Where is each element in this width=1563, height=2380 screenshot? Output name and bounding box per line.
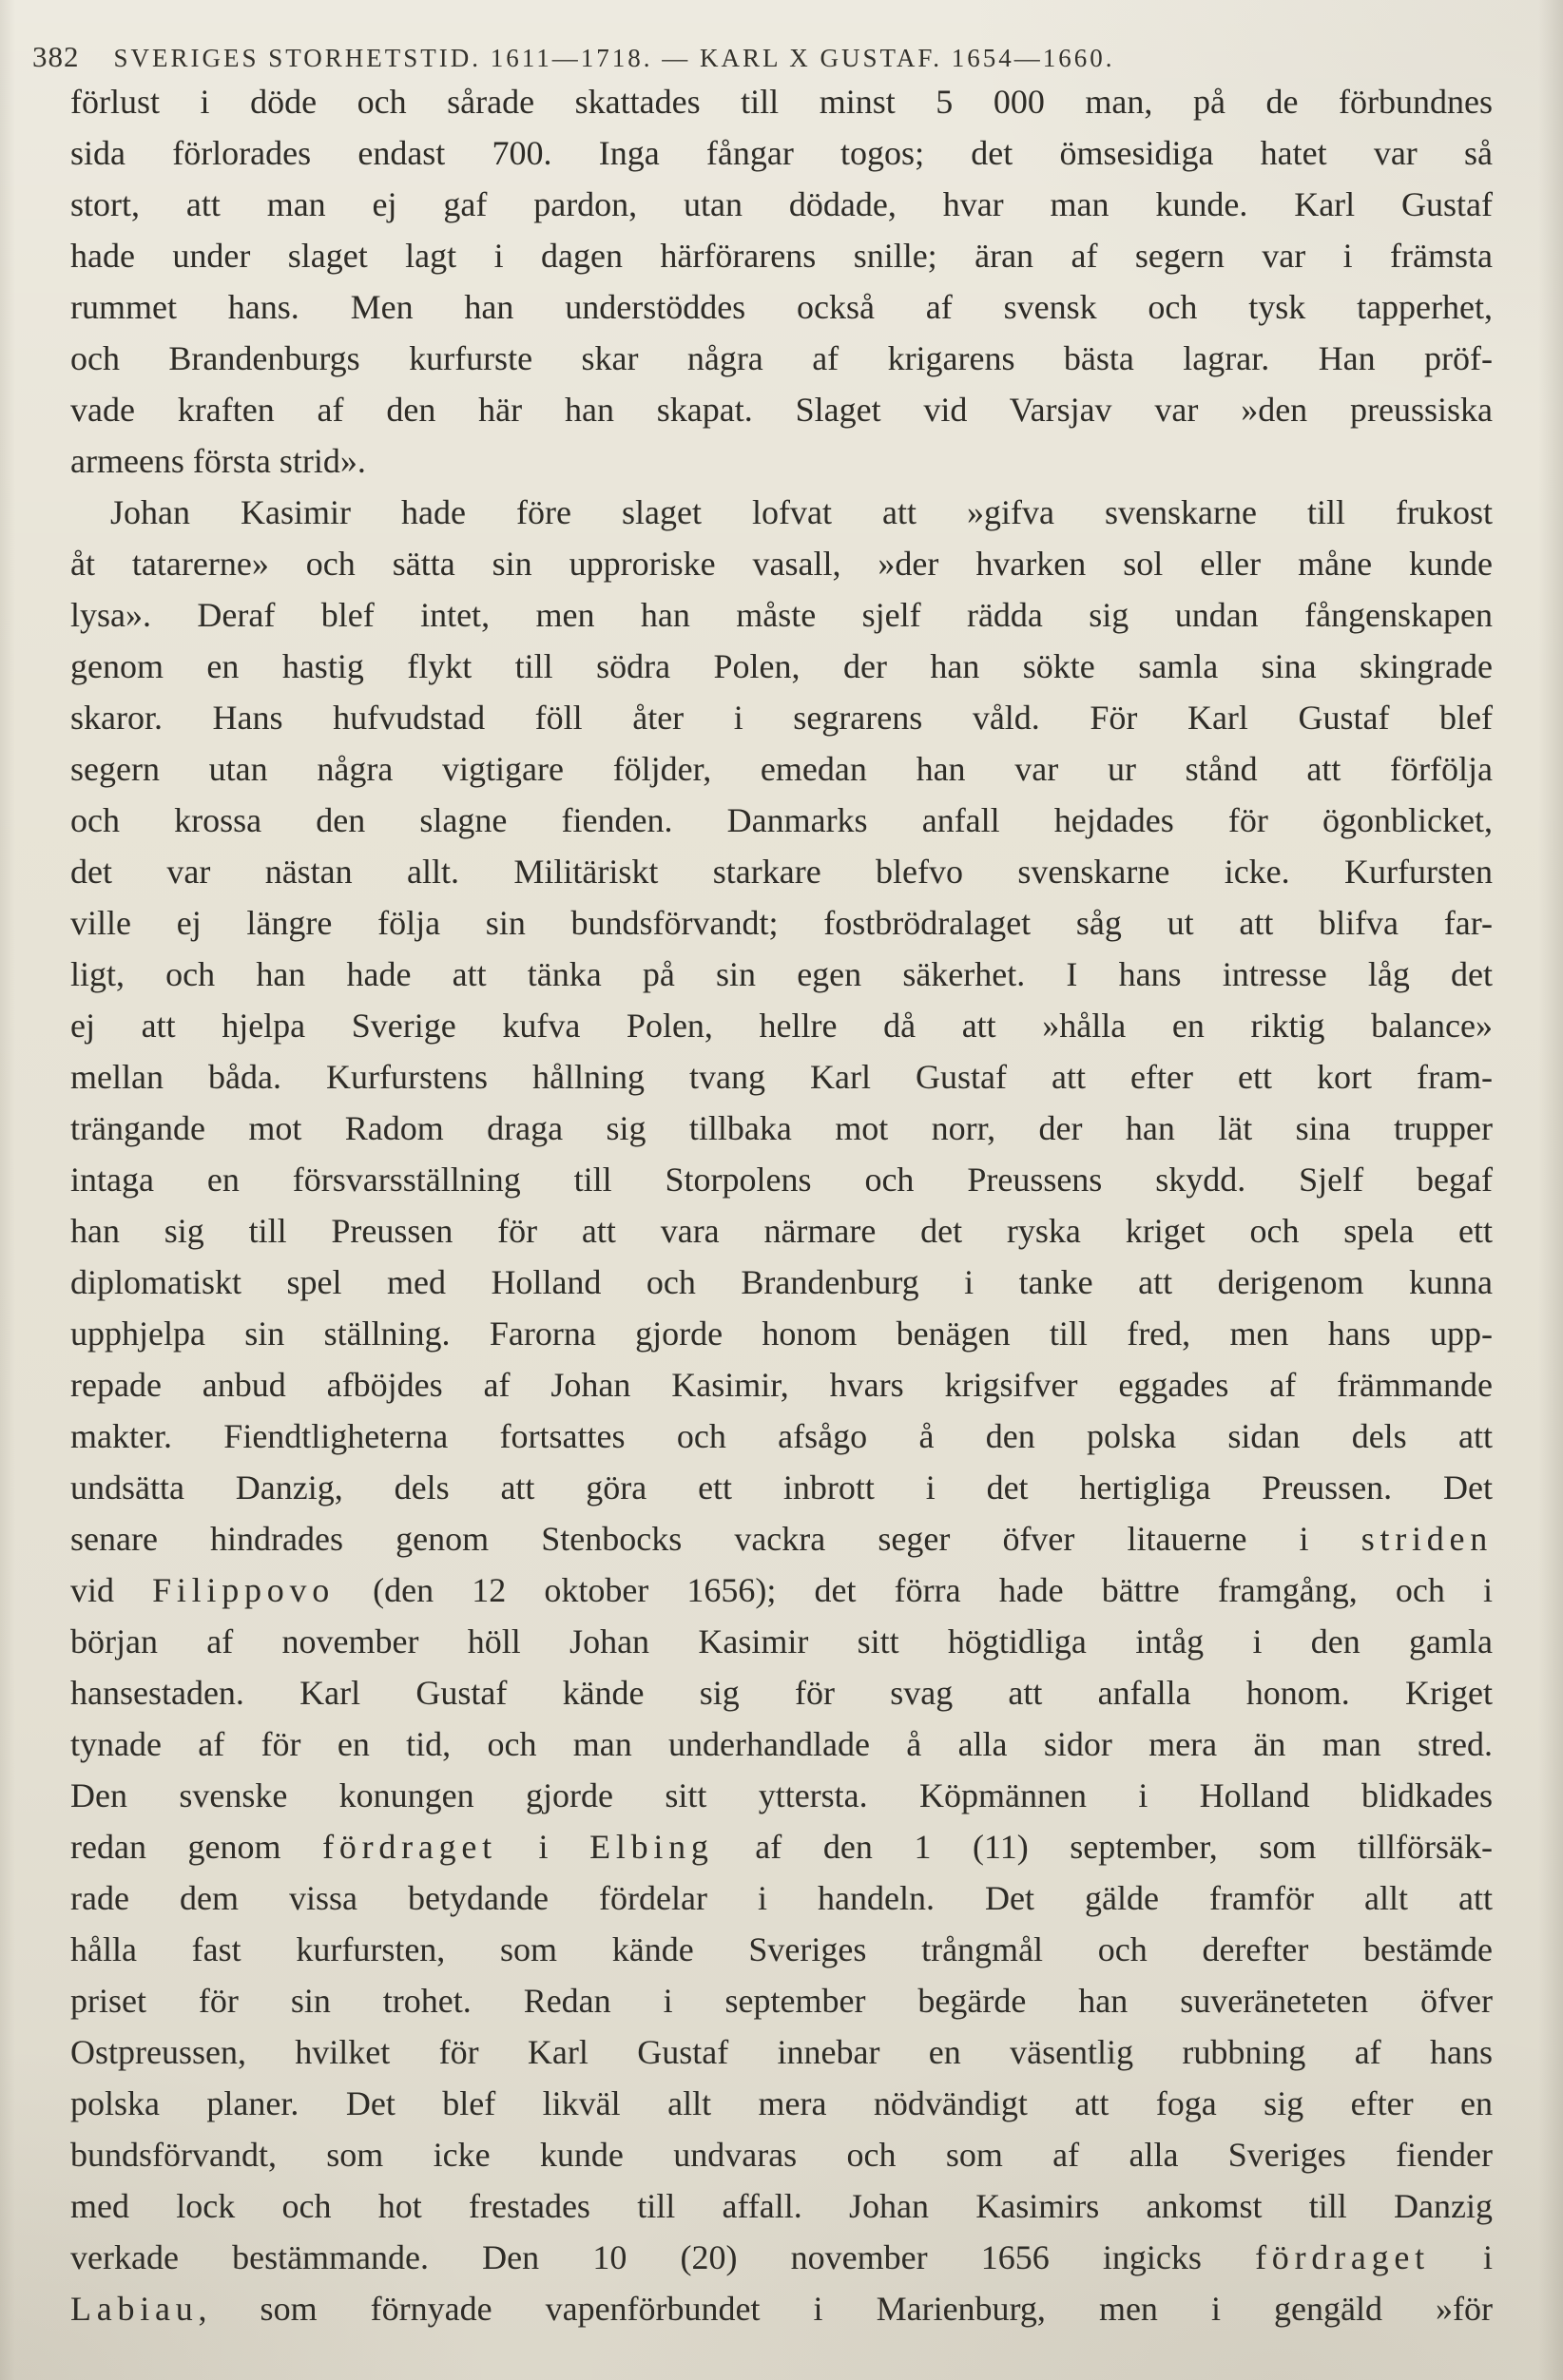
text-segment: polska planer. Det blef likväl allt mera nödvändigt att foga sig efter en [70,2084,1493,2122]
text-segment: trängande mot Radom draga sig tillbaka mot norr, der han lät sina trupper [70,1109,1493,1147]
text-line [70,1462,1493,1513]
text-segment: intaga en försvarsställning till Storpolens och Preussens skydd. Sjelf begaf [70,1161,1493,1199]
text-segment: armeens första strid». [70,442,366,480]
text-line [70,333,1493,384]
text-line [70,2129,1493,2180]
text-line [70,384,1493,435]
text-segment: rade dem vissa betydande fördelar i handeln. Det gälde framför allt att [70,1879,1493,1917]
text-segment: verkade bestämmande. Den 10 (20) november 1656 ingicks [70,2238,1256,2276]
text-line [70,897,1493,949]
text-line [70,538,1493,589]
text-segment: ej att hjelpa Sverige kufva Polen, hellre då att »hålla en riktig balance» [70,1007,1493,1045]
text-segment: hålla fast kurfursten, som kände Sveriges trångmål och derefter bestämde [70,1930,1493,1968]
text-line [70,1667,1493,1718]
text-segment: Johan Kasimir hade före slaget lofvat att »gifva svenskarne till frukost [110,493,1493,531]
text-segment: Den svenske konungen gjorde sitt yttersta. Köpmännen i Holland blidkades [70,1776,1493,1814]
text-segment: makter. Fiendtligheterna fortsattes och afsågo å den polska sidan dels att [70,1417,1493,1455]
text-segment: han sig till Preussen för att vara närmare det ryska kriget och spela ett [70,1212,1493,1250]
text-segment: upphjelpa sin ställning. Farorna gjorde honom benägen till fred, men hans upp- [70,1315,1493,1353]
text-block [70,76,1493,2334]
letterspaced-text: Elbing [589,1828,714,1866]
text-line [70,2180,1493,2232]
text-segment: lysa». Deraf blef intet, men han måste sjelf rädda sig undan fångenskapen [70,596,1493,634]
text-segment: bundsförvandt, som icke kunde undvaras och som af alla Sveriges fiender [70,2136,1493,2174]
text-segment: rummet hans. Men han understöddes också af svensk och tysk tapperhet, [70,288,1493,326]
letterspaced-text: fördraget [1255,2238,1430,2276]
text-line [70,1975,1493,2026]
text-line [70,846,1493,897]
text-line [70,1359,1493,1411]
text-line [70,1103,1493,1154]
text-segment: hansestaden. Karl Gustaf kände sig för svag att anfalla honom. Kriget [70,1674,1493,1712]
letterspaced-text: fördraget [322,1828,497,1866]
text-segment: förlust i döde och sårade skattades till minst 5 000 man, på de förbundnes [70,83,1493,121]
text-segment: redan genom [70,1828,323,1866]
text-line [70,1205,1493,1257]
text-line [70,2026,1493,2078]
text-segment: början af november höll Johan Kasimir sitt högtidliga intåg i den gamla [70,1622,1493,1660]
text-line [70,487,1493,538]
text-segment: stort, att man ej gaf pardon, utan dödade, hvar man kunde. Karl Gustaf [70,185,1493,223]
text-line [70,1513,1493,1564]
text-line [70,1154,1493,1205]
text-segment: sida förlorades endast 700. Inga fångar togos; det ömsesidiga hatet var så [70,134,1493,172]
text-line [70,2232,1493,2283]
text-segment: af den 1 (11) september, som tillförsäk- [713,1828,1493,1866]
text-segment: Ostpreussen, hvilket för Karl Gustaf innebar en väsentlig rubbning af hans [70,2033,1493,2071]
text-segment: skaror. Hans hufvudstad föll åter i segrarens våld. För Karl Gustaf blef [70,699,1493,737]
text-line [70,2283,1493,2334]
page-number: 382 [32,40,80,73]
text-line [70,127,1493,179]
text-segment: och Brandenburgs kurfurste skar några af krigarens bästa lagrar. Han pröf- [70,339,1493,377]
text-segment: repade anbud afböjdes af Johan Kasimir, hvars krigsifver eggades af främmande [70,1366,1493,1404]
text-line [70,76,1493,127]
text-segment: åt tatarerne» och sätta sin upproriske vasall, »der hvarken sol eller måne kunde [70,545,1493,583]
text-segment: med lock och hot frestades till affall. Johan Kasimirs ankomst till Danzig [70,2187,1493,2225]
text-line [70,1411,1493,1462]
text-segment: och krossa den slagne fienden. Danmarks anfall hejdades för ögonblicket, [70,801,1493,839]
text-line [70,1821,1493,1872]
text-segment: mellan båda. Kurfurstens hållning tvang Karl Gustaf att efter ett kort fram- [70,1058,1493,1096]
text-line [70,1564,1493,1616]
text-line [70,743,1493,795]
text-line [70,1616,1493,1667]
text-segment: i [496,1828,590,1866]
text-line [70,1872,1493,1924]
text-line [70,281,1493,333]
letterspaced-text: striden [1360,1520,1493,1558]
text-segment: ligt, och han hade att tänka på sin egen säkerhet. I hans intresse låg det [70,955,1493,993]
text-segment: det var nästan allt. Militäriskt starkare blefvo svenskarne icke. Kurfursten [70,853,1493,891]
text-segment: vid [70,1571,153,1609]
text-segment: , som förnyade vapenförbundet i Marienburg, men i gengäld »för [198,2290,1493,2328]
text-line [70,179,1493,230]
text-segment: undsätta Danzig, dels att göra ett inbrott i det hertigliga Preussen. Det [70,1468,1493,1507]
text-line [70,1308,1493,1359]
text-line [70,1000,1493,1051]
text-line [70,795,1493,846]
text-line [70,1257,1493,1308]
text-line [70,692,1493,743]
text-segment: diplomatiskt spel med Holland och Brandenburg i tanke att derigenom kunna [70,1263,1493,1301]
text-segment: genom en hastig flykt till södra Polen, der han sökte samla sina skingrade [70,647,1493,685]
running-header [32,40,1493,74]
text-segment: (den 12 oktober 1656); det förra hade bättre framgång, och i [335,1571,1493,1609]
text-line [70,2078,1493,2129]
text-line [70,589,1493,641]
text-segment: i [1429,2238,1493,2276]
text-line [70,641,1493,692]
text-line [70,1924,1493,1975]
letterspaced-text: Filippovo [152,1571,335,1609]
text-line [70,1718,1493,1770]
running-header-text: SVERIGES STORHETSTID. 1611—1718. — KARL X GUSTAF. 1654—1660. [113,44,1115,72]
text-line [70,1770,1493,1821]
text-segment: priset för sin trohet. Redan i september begärde han suveräneteten öfver [70,1982,1493,2020]
text-segment: senare hindrades genom Stenbocks vackra seger öfver litauerne i [70,1520,1361,1558]
text-segment: ville ej längre följa sin bundsförvandt; fostbrödralaget såg ut att blifva far- [70,904,1493,942]
text-segment: vade kraften af den här han skapat. Slaget vid Varsjav var »den preussiska [70,391,1493,429]
text-line [70,949,1493,1000]
text-line [70,1051,1493,1103]
text-line [70,435,1493,487]
text-segment: tynade af för en tid, och man underhandlade å alla sidor mera än man stred. [70,1725,1493,1763]
text-line [70,230,1493,281]
text-segment: segern utan några vigtigare följder, emedan han var ur stånd att förfölja [70,750,1493,788]
letterspaced-text: Labiau [70,2290,199,2328]
text-segment: hade under slaget lagt i dagen härförarens snille; äran af segern var i främsta [70,237,1493,275]
